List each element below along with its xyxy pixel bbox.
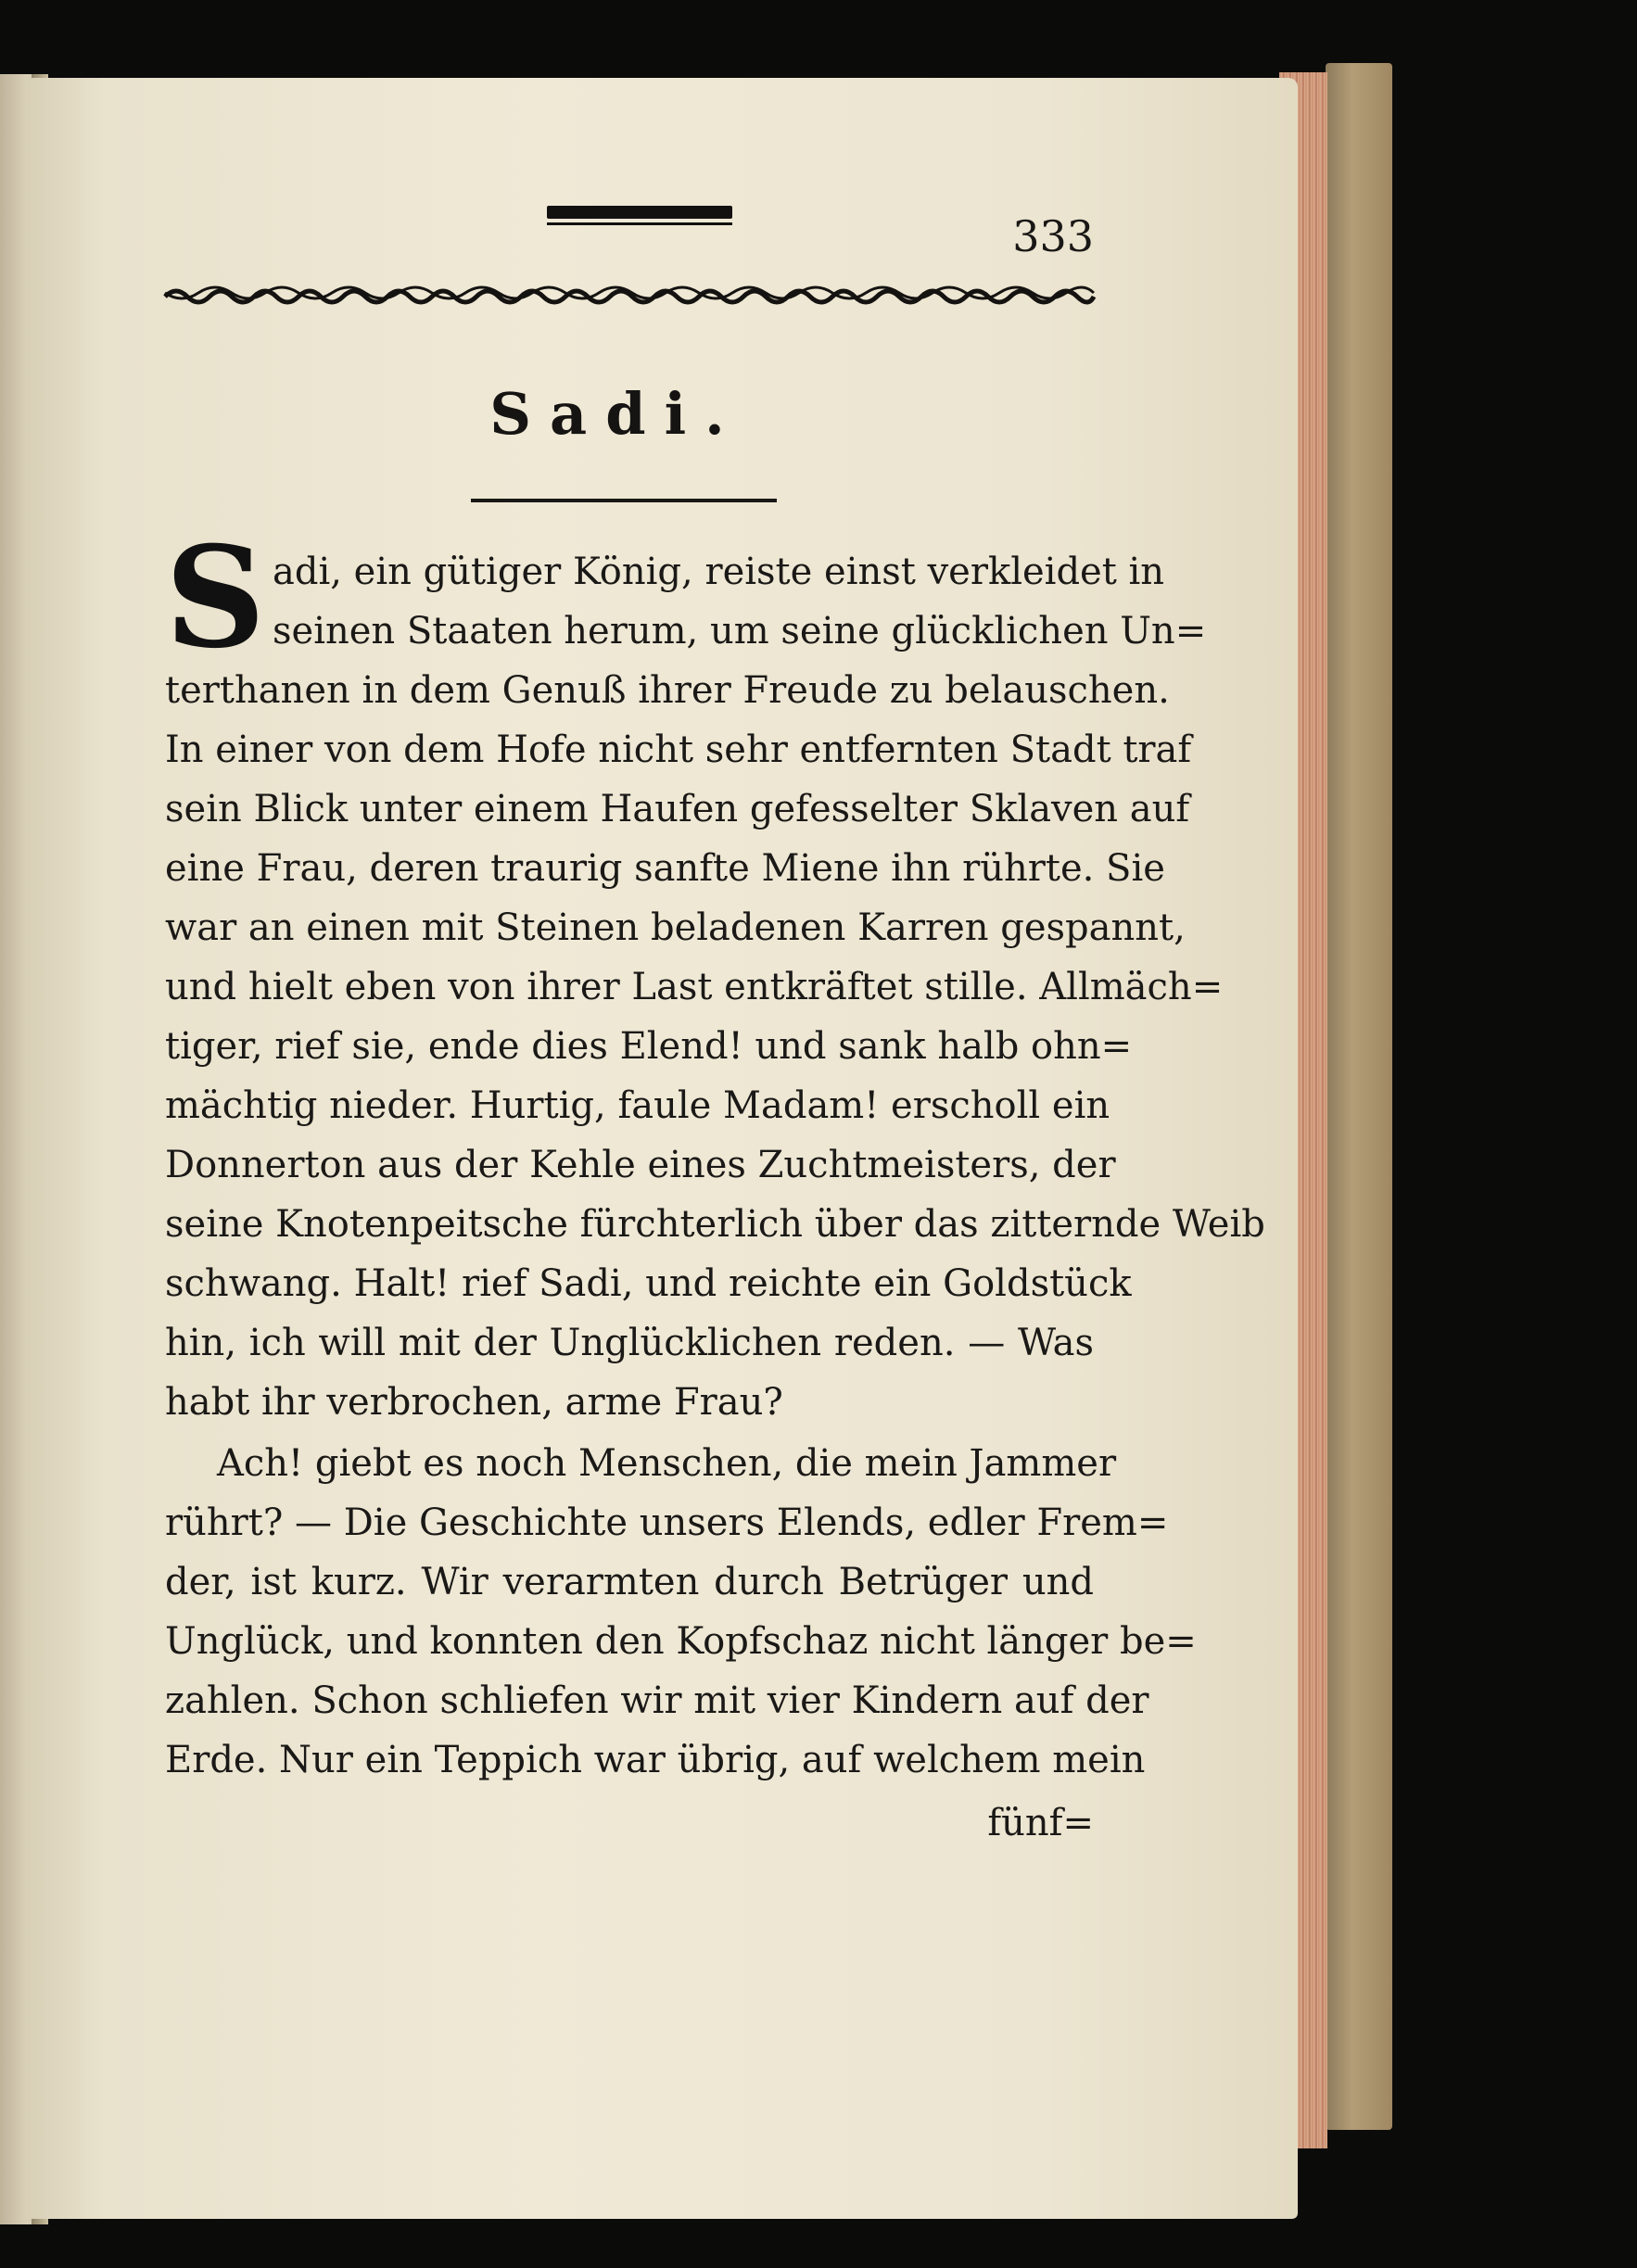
text-line: tiger, rief sie, ende dies Elend! und sank halb ohn= [165, 1025, 1133, 1068]
ornamental-border [165, 284, 1094, 308]
text-line: war an einen mit Steinen beladenen Karren gespannt, [165, 906, 1186, 949]
title-rule [471, 499, 777, 502]
text-line: mächtig nieder. Hurtig, faule Madam! erscholl ein [165, 1084, 1110, 1127]
text-line: sein Blick unter einem Haufen gefesselter Sklaven auf [165, 788, 1190, 830]
text-line: habt ihr verbrochen, arme Frau? [165, 1381, 783, 1424]
text-line: In einer von dem Hofe nicht sehr entfernten Stadt traf [165, 729, 1192, 771]
catchword: fünf= [987, 1802, 1094, 1844]
text-line: hin, ich will mit der Unglücklichen reden. — Was [165, 1322, 1094, 1364]
text-line: rührt? — Die Geschichte unsers Elends, edler Frem= [165, 1501, 1169, 1544]
text-line: der, ist kurz. Wir verarmten durch Betrüger und [165, 1561, 1094, 1603]
text-line: eine Frau, deren traurig sanfte Miene ihn rührte. Sie [165, 847, 1165, 890]
text-line: seinen Staaten herum, um seine glücklichen Un= [273, 610, 1207, 653]
text-line: Erde. Nur ein Teppich war übrig, auf welchem mein [165, 1739, 1146, 1781]
text-line: Ach! giebt es noch Menschen, die mein Jammer [217, 1442, 1117, 1485]
text-line: Unglück, und konnten den Kopfschaz nicht länger be= [165, 1620, 1197, 1663]
text-line: adi, ein gütiger König, reiste einst verkleidet in [273, 551, 1165, 593]
chapter-title: Sadi. [489, 380, 743, 448]
header-rule [547, 206, 732, 219]
text-line: Donnerton aus der Kehle eines Zuchtmeisters, der [165, 1144, 1116, 1186]
text-line: zahlen. Schon schliefen wir mit vier Kindern auf der [165, 1679, 1149, 1722]
book-cover-board [1326, 63, 1392, 2130]
text-line: schwang. Halt! rief Sadi, und reichte ein Goldstück [165, 1262, 1132, 1305]
text-line: terthanen in dem Genuß ihrer Freude zu belauschen. [165, 669, 1170, 712]
drop-cap: S [165, 516, 266, 679]
text-line: seine Knotenpeitsche fürchterlich über das zitternde Weib [165, 1203, 1265, 1246]
text-line: und hielt eben von ihrer Last entkräftet stille. Allmäch= [165, 966, 1224, 1008]
page-number: 333 [1012, 211, 1094, 261]
